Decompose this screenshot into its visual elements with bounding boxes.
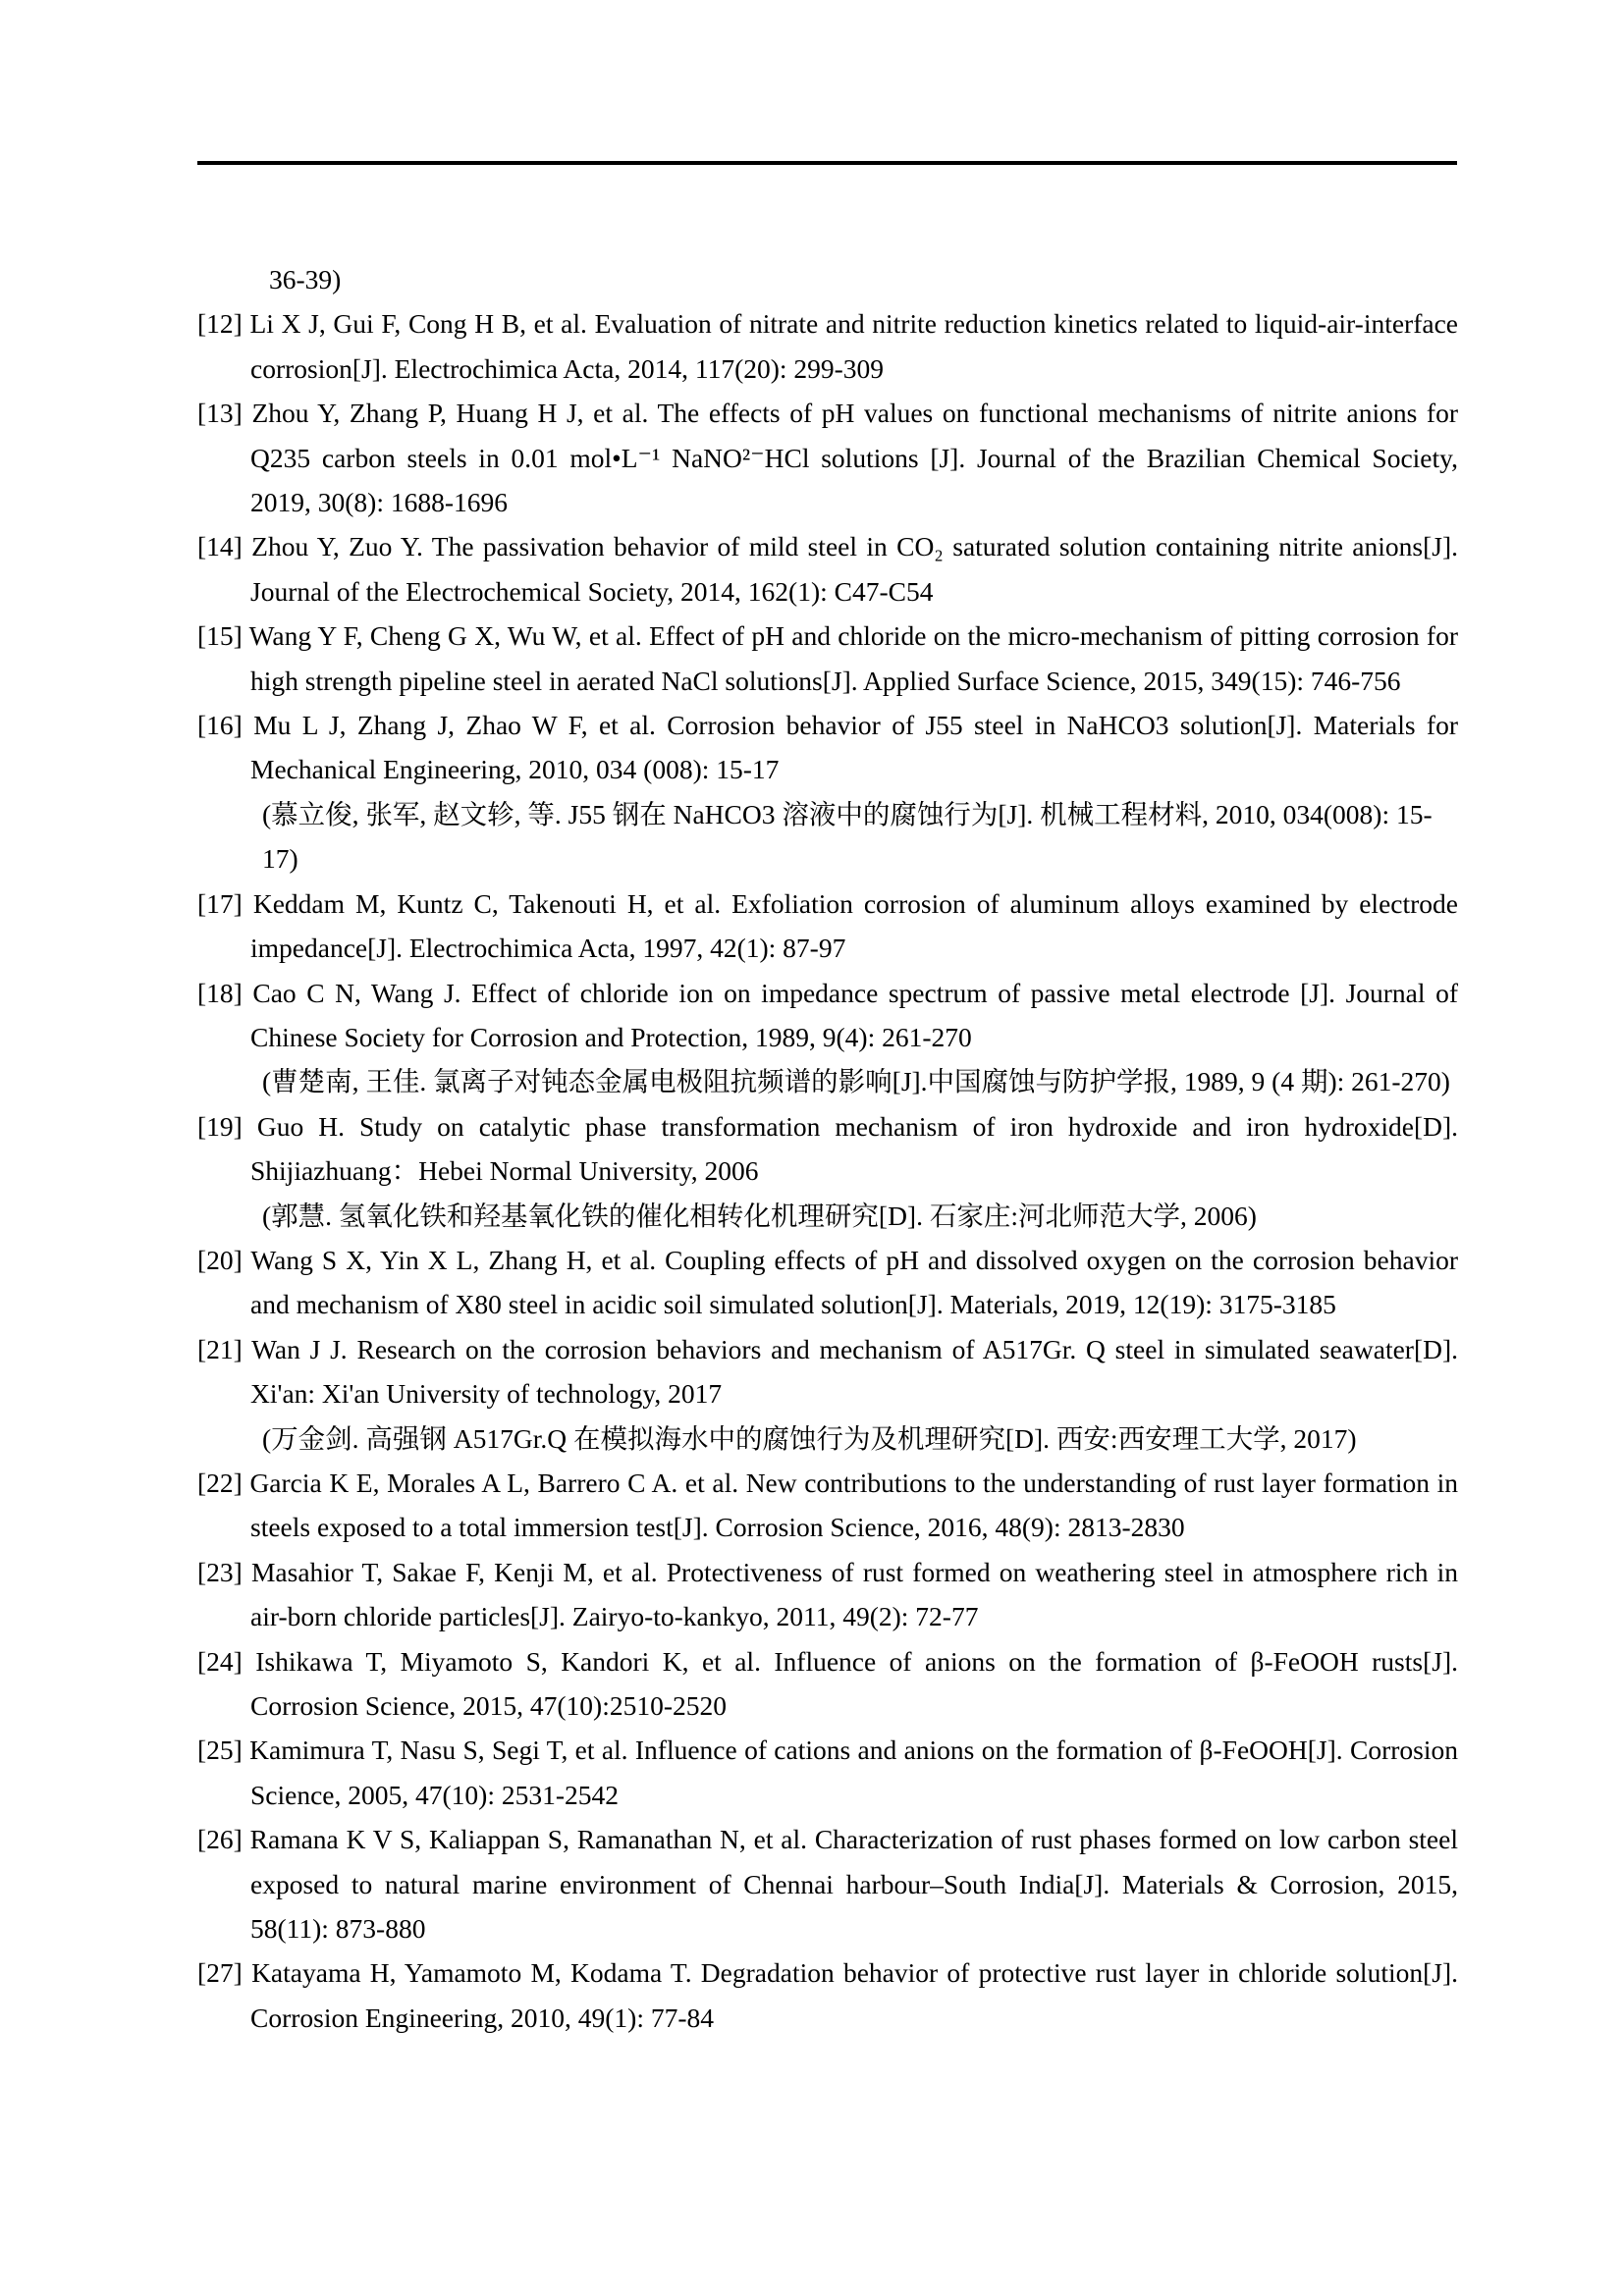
reference-item [197, 1817, 1458, 1950]
reference-item [197, 1639, 1458, 1729]
reference-text: Wang S X, Yin X L, Zhang H, et al. Coupling effects of pH and dissolved oxygen on the corrosion behavior and mechanism of X80 steel in acidic soil simulated solution[J]. Materials, 2019, 12(19): 3175-3185 [242, 1244, 1458, 1320]
reference-label: [24] [197, 1645, 243, 1677]
reference-text: Zhou Y, Zhang P, Huang H J, et al. The effects of pH values on functional mechanisms of nitrite anions for Q235 carbon steels in 0.01 mol•L⁻¹ NaNO²⁻HCl solutions [J]. Journal of the Brazilian Chemical Society, 2019, 30(8): 1688-1696 [242, 398, 1458, 518]
references-list [197, 301, 1458, 2040]
reference-text: Ishikawa T, Miyamoto S, Kandori K, et al. Influence of anions on the formation of β-FeOOH rusts[J]. Corrosion Science, 2015, 47(10):2510-2520 [242, 1645, 1458, 1721]
reference-label: [23] [197, 1556, 243, 1587]
reference-note: (万金剑. 高强钢 A517Gr.Q 在模拟海水中的腐蚀行为及机理研究[D]. 西安:西安理工大学, 2017) [262, 1422, 1357, 1454]
reference-item [197, 971, 1458, 1104]
reference-label: [17] [197, 887, 243, 919]
reference-item [197, 524, 1458, 614]
reference-note: (曹楚南, 王佳. 氯离子对钝态金属电极阻抗频谱的影响[J].中国腐蚀与防护学报, 1989, 9 (4 期): 261-270) [262, 1066, 1450, 1097]
reference-item [197, 1327, 1458, 1461]
reference-label: [16] [197, 710, 243, 741]
reference-text: Keddam M, Kuntz C, Takenouti H, et al. Exfoliation corrosion of aluminum alloys examined by electrode impedance[J]. Electrochimica Acta, 1997, 42(1): 87-97 [242, 887, 1458, 964]
reference-label: [25] [197, 1735, 243, 1766]
reference-text: Wang Y F, Cheng G X, Wu W, et al. Effect of pH and chloride on the micro-mechanism of pitting corrosion for high strength pipeline steel in aerated NaCl solutions[J]. Applied Surface Science, 2015, 349(15): 746-756 [242, 620, 1458, 696]
header-rule [197, 161, 1457, 165]
reference-item [197, 301, 1458, 391]
reference-item [197, 1950, 1458, 2040]
reference-item [197, 1728, 1458, 1817]
reference-label: [20] [197, 1244, 243, 1275]
reference-text: Masahior T, Sakae F, Kenji M, et al. Protectiveness of rust formed on weathering steel in atmosphere rich in air-born chloride particles[J]. Zairyo-to-kankyo, 2011, 49(2): 72-77 [242, 1556, 1458, 1632]
reference-label: [26] [197, 1824, 243, 1855]
reference-label: [27] [197, 1957, 243, 1989]
reference-item [197, 1104, 1458, 1238]
reference-text: Kamimura T, Nasu S, Segi T, et al. Influence of cations and anions on the formation of β-FeOOH[J]. Corrosion Science, 2005, 47(10): 2531-2542 [242, 1735, 1458, 1810]
reference-item [197, 1550, 1458, 1639]
reference-text: Garcia K E, Morales A L, Barrero C A. et al. New contributions to the understanding of rust layer formation in steels exposed to a total immersion test[J]. Corrosion Science, 2016, 48(9): 2813-2830 [242, 1467, 1458, 1543]
reference-item [197, 391, 1458, 524]
reference-label: [14] [197, 531, 243, 562]
reference-text: Ramana K V S, Kaliappan S, Ramanathan N, et al. Characterization of rust phases formed on low carbon steel exposed to natural marine environment of Chennai harbour–South India[J]. Materials & Corrosion, 2015, 58(11): 873-880 [242, 1824, 1458, 1945]
reference-item [197, 1238, 1458, 1327]
reference-text: Zhou Y, Zuo Y. The passivation behavior of mild steel in CO₂ saturated solution containing nitrite anions[J]. Journal of the Electrochemical Society, 2014, 162(1): C47-C54 [242, 531, 1458, 607]
reference-label: [19] [197, 1110, 243, 1142]
reference-note: (慕立俊, 张军, 赵文轸, 等. J55 钢在 NaHCO3 溶液中的腐蚀行为[J]. 机械工程材料, 2010, 034(008): 15-17) [262, 798, 1433, 875]
reference-item [197, 703, 1458, 881]
reference-label: [12] [197, 308, 243, 340]
reference-label: [13] [197, 398, 243, 429]
reference-item [197, 881, 1458, 971]
reference-text: Wan J J. Research on the corrosion behaviors and mechanism of A517Gr. Q steel in simulated seawater[D]. Xi'an: Xi'an University of technology, 2017 [242, 1333, 1458, 1410]
reference-note: (郭慧. 氢氧化铁和羟基氧化铁的催化相转化机理研究[D]. 石家庄:河北师范大学, 2006) [262, 1200, 1257, 1231]
reference-label: [22] [197, 1467, 243, 1498]
reference-text: Guo H. Study on catalytic phase transformation mechanism of iron hydroxide and iron hydroxide[D]. Shijiazhuang：Hebei Normal University, 2006 [242, 1110, 1458, 1187]
reference-item [197, 614, 1458, 703]
reference-text: Katayama H, Yamamoto M, Kodama T. Degradation behavior of protective rust layer in chloride solution[J]. Corrosion Engineering, 2010, 49(1): 77-84 [242, 1957, 1458, 2033]
partial-reference-line: 36-39) [269, 264, 342, 294]
reference-label: [21] [197, 1333, 243, 1364]
reference-item [197, 1461, 1458, 1550]
reference-text: Li X J, Gui F, Cong H B, et al. Evaluation of nitrate and nitrite reduction kinetics related to liquid-air-interface corrosion[J]. Electrochimica Acta, 2014, 117(20): 299-309 [242, 308, 1458, 384]
reference-text: Mu L J, Zhang J, Zhao W F, et al. Corrosion behavior of J55 steel in NaHCO3 solution[J]. Materials for Mechanical Engineering, 2010, 034 (008): 15-17 [242, 710, 1458, 785]
references-section [197, 257, 1458, 2040]
reference-label: [18] [197, 977, 243, 1008]
reference-label: [15] [197, 620, 243, 652]
reference-text: Cao C N, Wang J. Effect of chloride ion on impedance spectrum of passive metal electrode [J]. Journal of Chinese Society for Corrosion and Protection, 1989, 9(4): 261-270 [242, 977, 1458, 1052]
